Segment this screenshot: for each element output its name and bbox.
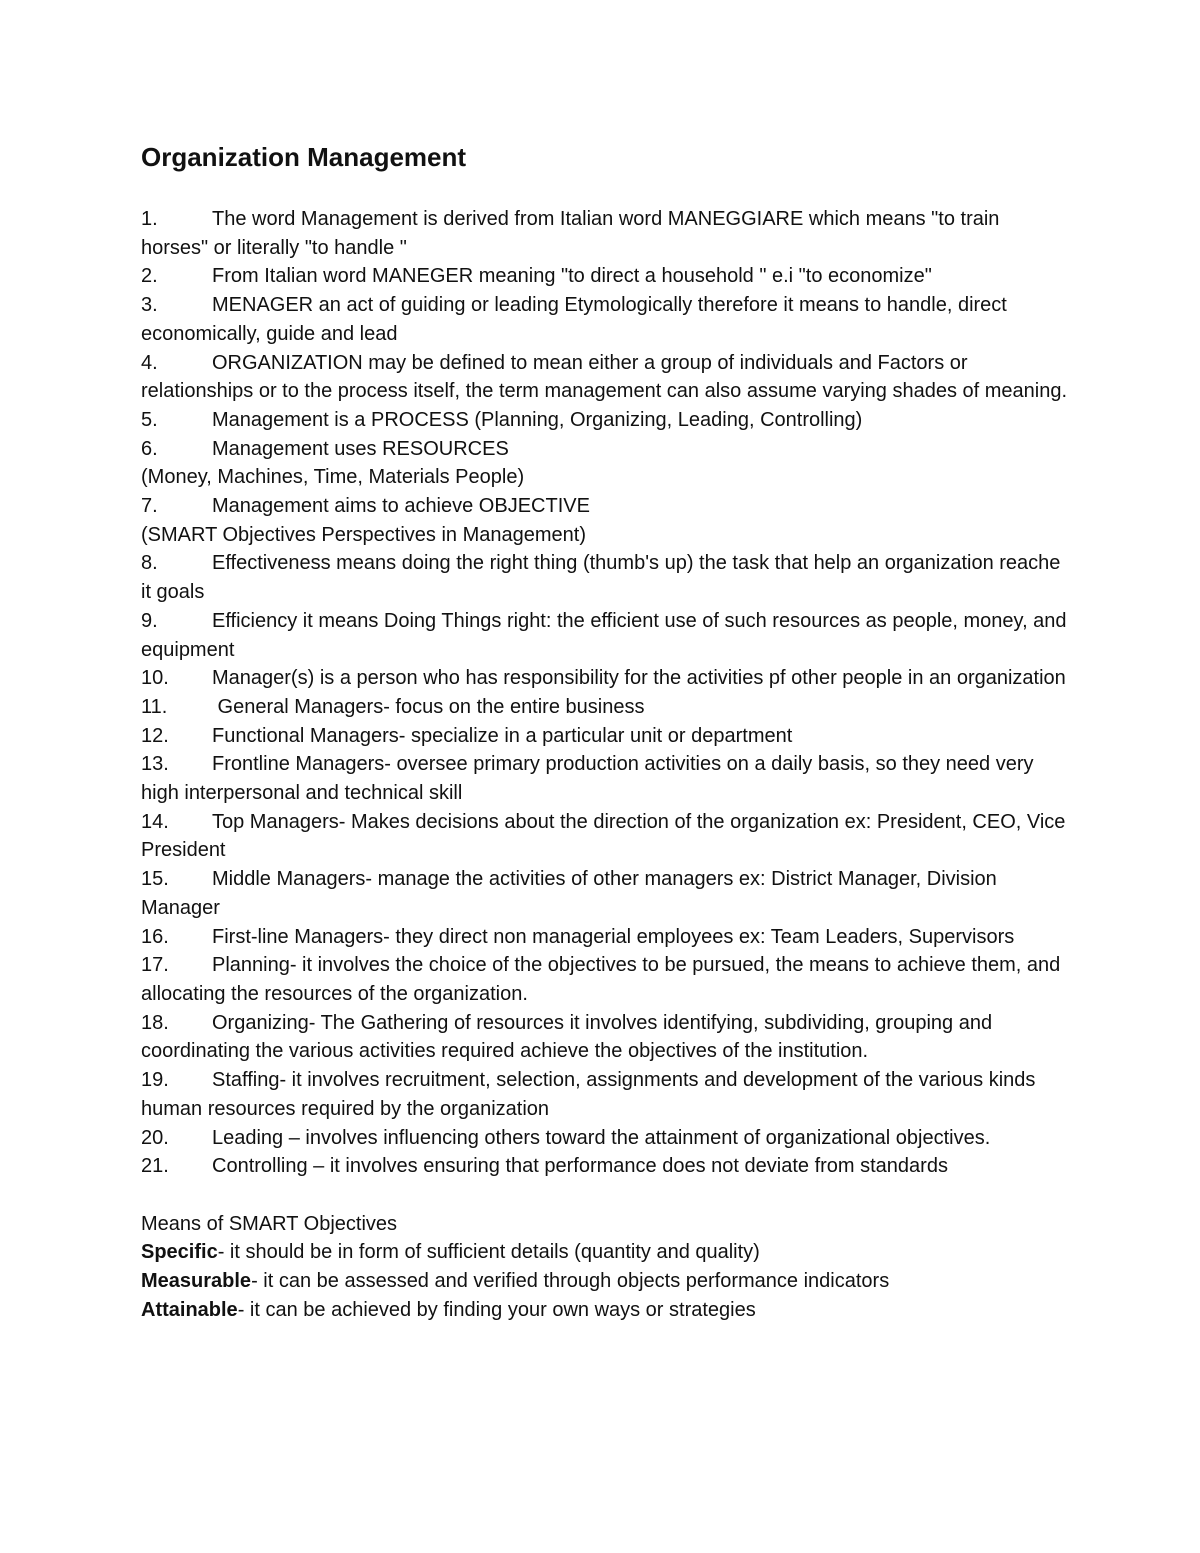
item-text: Functional Managers- specialize in a particular unit or department bbox=[212, 724, 793, 747]
section-spacer bbox=[141, 1181, 1071, 1210]
item-number: 14. bbox=[141, 810, 169, 833]
smart-description: - it should be in form of sufficient details (quantity and quality) bbox=[217, 1241, 760, 1264]
item-text: The word Management is derived from Italian word MANEGGIARE which means "to train horses" or literally "to handle " bbox=[141, 208, 1000, 259]
item-number: 21. bbox=[141, 1155, 169, 1178]
item-text: From Italian word MANEGER meaning "to direct a household " e.i "to economize" bbox=[212, 265, 932, 288]
list-item bbox=[141, 291, 1071, 348]
smart-entry bbox=[141, 1238, 1071, 1267]
item-number: 7. bbox=[141, 495, 158, 518]
section-heading: Means of SMART Objectives bbox=[141, 1212, 398, 1235]
item-text: Management uses RESOURCES bbox=[212, 437, 509, 460]
item-text: Frontline Managers- oversee primary production activities on a daily basis, so they need very high interpersonal and technical skill bbox=[141, 753, 1034, 805]
definition-list bbox=[141, 205, 1071, 1181]
item-text: Management is a PROCESS (Planning, Organizing, Leading, Controlling) bbox=[212, 408, 863, 431]
smart-term: Attainable bbox=[141, 1298, 238, 1321]
list-item bbox=[141, 750, 1071, 807]
item-number: 3. bbox=[141, 294, 158, 317]
list-item bbox=[141, 349, 1071, 406]
item-text: Manager(s) is a person who has responsibility for the activities pf other people in an organization bbox=[212, 667, 1066, 690]
item-number: 2. bbox=[141, 265, 158, 288]
item-number: 13. bbox=[141, 753, 169, 776]
item-number: 15. bbox=[141, 868, 169, 891]
item-text: Middle Managers- manage the activities of other managers ex: District Manager, Division Manager bbox=[141, 868, 997, 919]
list-item bbox=[141, 865, 1071, 922]
item-text: General Managers- focus on the entire business bbox=[212, 695, 645, 718]
document-page bbox=[141, 140, 1071, 1324]
item-number: 12. bbox=[141, 724, 169, 747]
smart-entry bbox=[141, 1296, 1071, 1325]
list-item bbox=[141, 205, 1071, 262]
list-item bbox=[141, 262, 1071, 291]
smart-description: - it can be achieved by finding your own ways or strategies bbox=[237, 1298, 756, 1321]
item-text: MENAGER an act of guiding or leading Etymologically therefore it means to handle, direct economically, guide and lead bbox=[141, 294, 1007, 345]
item-number: 20. bbox=[141, 1126, 169, 1149]
item-text: Management aims to achieve OBJECTIVE bbox=[212, 495, 590, 518]
item-text: Controlling – it involves ensuring that performance does not deviate from standards bbox=[212, 1155, 948, 1178]
list-item bbox=[141, 549, 1071, 606]
item-continuation: (Money, Machines, Time, Materials People) bbox=[141, 466, 525, 489]
item-number: 10. bbox=[141, 667, 169, 690]
list-item bbox=[141, 406, 1071, 435]
list-item bbox=[141, 923, 1071, 952]
item-text: Effectiveness means doing the right thing (thumb's up) the task that help an organization reache it goals bbox=[141, 552, 1061, 604]
list-item bbox=[141, 492, 1071, 521]
list-item bbox=[141, 1009, 1071, 1066]
item-continuation: (SMART Objectives Perspectives in Management) bbox=[141, 523, 586, 546]
item-text: Top Managers- Makes decisions about the direction of the organization ex: President, CEO, Vice President bbox=[141, 810, 1066, 862]
smart-entry bbox=[141, 1267, 1071, 1296]
list-item bbox=[141, 722, 1071, 751]
item-number: 18. bbox=[141, 1011, 169, 1034]
smart-description: - it can be assessed and verified through objects performance indicators bbox=[251, 1270, 890, 1292]
item-text: Organizing- The Gathering of resources it involves identifying, subdividing, grouping and coordinating the various activities required achieve the objectives of the institution. bbox=[141, 1011, 993, 1063]
item-number: 19. bbox=[141, 1069, 169, 1092]
item-number: 8. bbox=[141, 552, 158, 575]
item-number: 16. bbox=[141, 925, 169, 948]
list-item bbox=[141, 607, 1071, 664]
smart-term: Specific bbox=[141, 1241, 218, 1264]
item-number: 5. bbox=[141, 408, 158, 431]
item-number: 6. bbox=[141, 437, 158, 460]
item-text: Efficiency it means Doing Things right: the efficient use of such resources as people, money, and equipment bbox=[141, 609, 1067, 661]
item-number: 11. bbox=[141, 695, 168, 718]
smart-objectives-section bbox=[141, 1210, 1071, 1325]
list-item bbox=[141, 951, 1071, 1008]
list-item bbox=[141, 664, 1071, 693]
item-text: Planning- it involves the choice of the objectives to be pursued, the means to achieve them, and allocating the resources of the organization. bbox=[141, 954, 1061, 1005]
item-text: Leading – involves influencing others toward the attainment of organizational objectives. bbox=[212, 1126, 991, 1149]
list-item bbox=[141, 1124, 1071, 1153]
list-item bbox=[141, 808, 1071, 865]
list-item bbox=[141, 1066, 1071, 1123]
list-item bbox=[141, 693, 1071, 722]
page-title: Organization Management bbox=[141, 142, 467, 172]
smart-term: Measurable bbox=[141, 1270, 252, 1292]
item-text: Staffing- it involves recruitment, selection, assignments and development of the various kinds human resources required by the organization bbox=[141, 1069, 1036, 1120]
list-item bbox=[141, 435, 1071, 464]
list-item bbox=[141, 1152, 1071, 1181]
item-number: 1. bbox=[141, 208, 158, 230]
item-number: 4. bbox=[141, 351, 158, 374]
item-text: First-line Managers- they direct non managerial employees ex: Team Leaders, Supervisors bbox=[212, 925, 1015, 948]
item-number: 17. bbox=[141, 954, 169, 977]
item-number: 9. bbox=[141, 609, 158, 632]
item-text: ORGANIZATION may be defined to mean either a group of individuals and Factors or relationships or to the process itself, the term management can also assume varying shades of meaning. bbox=[141, 351, 1068, 403]
